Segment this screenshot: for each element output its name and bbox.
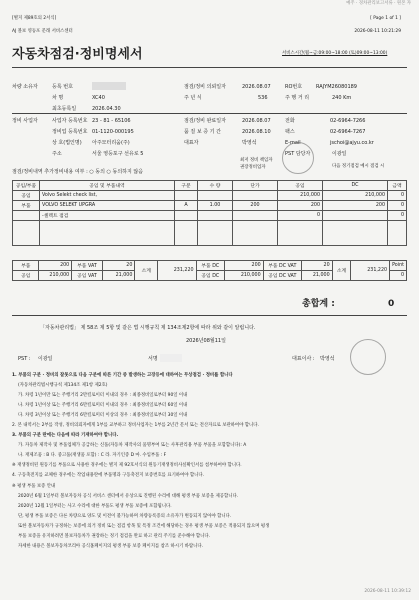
note-line: 또한 볼보자동차가 규정하는 보증에 의거 정비 또는 점검 항목 및 특정 조건에 해당하는 경우 평생 부품 보증은 적용되지 않으며 평생: [18, 524, 270, 529]
mechanic-label: 최저 정비 책임자: [240, 158, 273, 163]
note-line: 나. 재제조품 : B 다. 중고품(재생품 포함) : C 라. 자기인증 D 마. 수입부품 : F: [18, 453, 167, 458]
col-desc: 공임 및 부품내역: [40, 181, 175, 191]
note-line: 2020년 12월 1일부터는 사고 수리에 대한 부품도 평생 부품 보증에 포함됩니다.: [18, 504, 172, 509]
warranty-label: 품 질 보 증 기 간: [184, 129, 221, 135]
signer-label: 권장정비업자: [240, 165, 266, 170]
table-row: 부품 VOLVO SELEKT UPGRA A 1.00 200 200 200 0: [13, 201, 407, 211]
reg-no-label: 등록 번호: [52, 84, 73, 90]
email-label: E-mail: [285, 140, 301, 146]
grand-total-value: 0: [388, 299, 395, 309]
page-indicator: [ Page 1 of 1 ]: [370, 16, 401, 21]
note-line: ※ 평생 부품 보증 안내: [12, 484, 56, 489]
col-qty: 수 량: [198, 181, 233, 191]
note-line: 나. 차령 1년이상 또는 주행거리 6만킬로미터 이내의 경우 : 최종정비일로부터 60일 이내: [18, 403, 188, 408]
check-in-label: 점검/정비 의뢰일자: [184, 84, 226, 90]
shop-reg-value: 01-1120-000195: [92, 129, 134, 135]
fax-value: 02-6964-7267: [330, 129, 366, 135]
shop-name-label: 상 호(법인명): [52, 140, 82, 146]
first-reg-value: 2026.04.30: [92, 106, 121, 112]
col-amount: 금액: [388, 181, 407, 191]
table-row: -셀렉트 점검 0 0: [13, 211, 407, 221]
company-name: AJ 볼보 영등포 문래 서비스센터: [12, 29, 73, 34]
sign-label: 서명: [148, 356, 158, 362]
col-class: 구분: [175, 181, 198, 191]
totals-row-labor: 공임 210,000 공임 VAT 21,000 공임 DC 210,000 공임 DC VAT 21,000 0: [13, 271, 407, 281]
document-title: 자동차점검·정비명세서: [12, 47, 143, 62]
biz-no-label: 사업자 등록번호: [52, 118, 88, 124]
col-labor: 공임: [278, 181, 323, 191]
ceo-value: 박영석: [320, 356, 335, 362]
reg-no-redaction: [92, 82, 126, 90]
done-label: 점검/정비 완료일자: [184, 118, 226, 124]
year-label: 주 년 식: [184, 95, 202, 101]
top-watermark: 예주 · 경차관리보고서류 · 원본 자: [346, 1, 411, 6]
totals-table: [12, 260, 407, 281]
note-line: 부품 보증을 유지하려면 볼보자동차가 권장하는 정기 점검을 완료 하고 관리 주기를 준수해야 합니다.: [18, 534, 211, 539]
grand-total-label: 총합계 :: [302, 299, 335, 309]
pst-value: 이광일: [332, 151, 347, 157]
company-seal: [282, 142, 314, 174]
issue-date: 2026년08월11일: [186, 338, 226, 344]
sign-pst-value: 이광일: [38, 356, 53, 362]
table-row: 공임 Volvo Selekt check list, 210,000 210,000 0: [13, 191, 407, 201]
consent-line: 점검/정비내역 추가정비내용 여부 : ○ 동의 ○ 동의하지 않음: [12, 169, 144, 175]
shop-section-label: 정비 사업자: [12, 118, 38, 124]
shop-reg-label: 정비업 등록번호: [52, 129, 88, 135]
note-line: 가. 차령 1년이만 또는 주행거리 2만킬로이터 이내의 경우 : 최종정비일로부터 90일 이내: [18, 393, 188, 398]
signature-redaction: [160, 354, 182, 362]
note-line: 3. 부품의 구분 란에는 다음에 따라 기재하여야 합니다.: [12, 433, 119, 438]
rep-value: 박영석: [242, 140, 257, 146]
first-reg-label: 최초등록일: [52, 106, 77, 112]
next-check-label: 다음 정기점검 예시 점검 시: [332, 164, 385, 169]
law-text: 「자동차관리법」 제 58조 제 5항 및 같은 법 시행규칙 제 134조제2항에 따라 위와 같이 알립니다.: [40, 325, 256, 331]
biz-no-value: 23 - 81 - 65106: [92, 118, 131, 124]
sign-pst-label: PST :: [18, 356, 31, 362]
warranty-value: 2026.08.10: [242, 129, 271, 135]
addr-label: 주소: [52, 151, 62, 157]
model-value: XC40: [92, 95, 105, 101]
print-datetime: 2026-08-11 10:21:29: [354, 29, 401, 34]
year-value: 536: [258, 95, 268, 101]
note-line: 2020년 6월 1일부터 볼보자동차 공식 서비스 센터에서 유상으로 진행된 수리에 대해 평생 부품 보증을 제공합니다.: [18, 494, 239, 499]
addr-value: 서울 영등포구 선유로 5: [92, 151, 144, 157]
col-unit: 단가: [233, 181, 278, 191]
model-label: 차 명: [52, 95, 64, 101]
rep-label: 대표자: [184, 140, 199, 146]
tel-label: 전화: [285, 118, 295, 124]
ceo-seal: [350, 339, 386, 375]
pst-label: PST 담당자: [285, 151, 311, 157]
ro-value: RAJYM26080189: [316, 84, 357, 90]
footer-watermark: 2026-08-11 10:39:12: [364, 589, 411, 594]
mileage-label: 주 행 거 리: [285, 95, 310, 101]
note-line: ※ 재생정비된 원동기를 부품으로 사용한 경우에는 별지 제 92호서식의 원동기재생정비사실확인서를 첨부하여야 합니다.: [12, 463, 242, 468]
ceo-label: 대표이사 :: [292, 356, 315, 362]
items-table-header: [13, 181, 407, 191]
items-table: [12, 180, 407, 246]
note-line: 가. 자동차 제작사 및 부품업체가 공급하는 신품(자동차 제작사의 품명부여 또는 사후관리용 부품 부품을 포함합니다): A: [18, 443, 247, 448]
service-hours: 서비스시간(월~금:09:00~18:00 (토)09:00~13:00): [282, 51, 388, 56]
mileage-value: 240 Km: [332, 95, 352, 101]
totals-row-parts: 부품 200 부품 VAT 20 소계 231,220 부품 DC 200 부품 DC VAT 20 소계 231,220 Point: [13, 261, 407, 271]
note-line: 2. 본 내역서는 2부를 작성, 정비의뢰자에게 1부를 교부하고 정비사업자는 1부를 2년간 문서 또는 전산자료로 보관하여야 합니다.: [12, 423, 259, 428]
done-value: 2026.08.07: [242, 118, 271, 124]
fax-label: 팩스: [285, 129, 295, 135]
shop-name-value: 아주모터리움(주): [92, 140, 130, 146]
note-line: 1. 부품의 구분 · 정비의 잘못으로 다음 구분에 따른 기간 중 발생하는 고장등에 대하여는 무상점검 · 정비를 합니다: [12, 373, 233, 378]
check-in-value: 2026.08.07: [242, 84, 271, 90]
form-number: [별지 제89호의 2서식]: [12, 16, 57, 21]
ro-label: RO번호: [285, 84, 303, 90]
note-line: 자세한 내용은 볼보자동차코리아 공식홈페이지의 평생 부품 보증 페이지를 참조 하시기 바랍니다.: [18, 544, 204, 549]
col-type: 공임/부품: [13, 181, 40, 191]
note-line: (자동차관리법시행규칙 제134조 제1항 제2호): [18, 383, 108, 388]
owner-section-label: 차량 소유자: [12, 84, 38, 90]
note-line: 다. 차령 3년이상 또는 주행거리 6만킬로미터 이상의 경우 : 최종정비일로부터 30일 이내: [18, 413, 188, 418]
note-line: 단, 평생 부품 보증은 다른 차량으로 양도 및 이전이 불가능하며 차량등록증의 소유자가 변동되지 않아야 합니다.: [18, 514, 232, 519]
note-line: 4. 구동축전지를 교체한 경우에는 작업내용란에 부품명과 구동축전지 보증번호를 표기하여야 합니다.: [12, 473, 205, 478]
tel-value: 02-6964-7266: [330, 118, 366, 124]
col-dc: DC: [323, 181, 388, 191]
email-value: jschoi@ajyu.co.kr: [330, 140, 374, 146]
